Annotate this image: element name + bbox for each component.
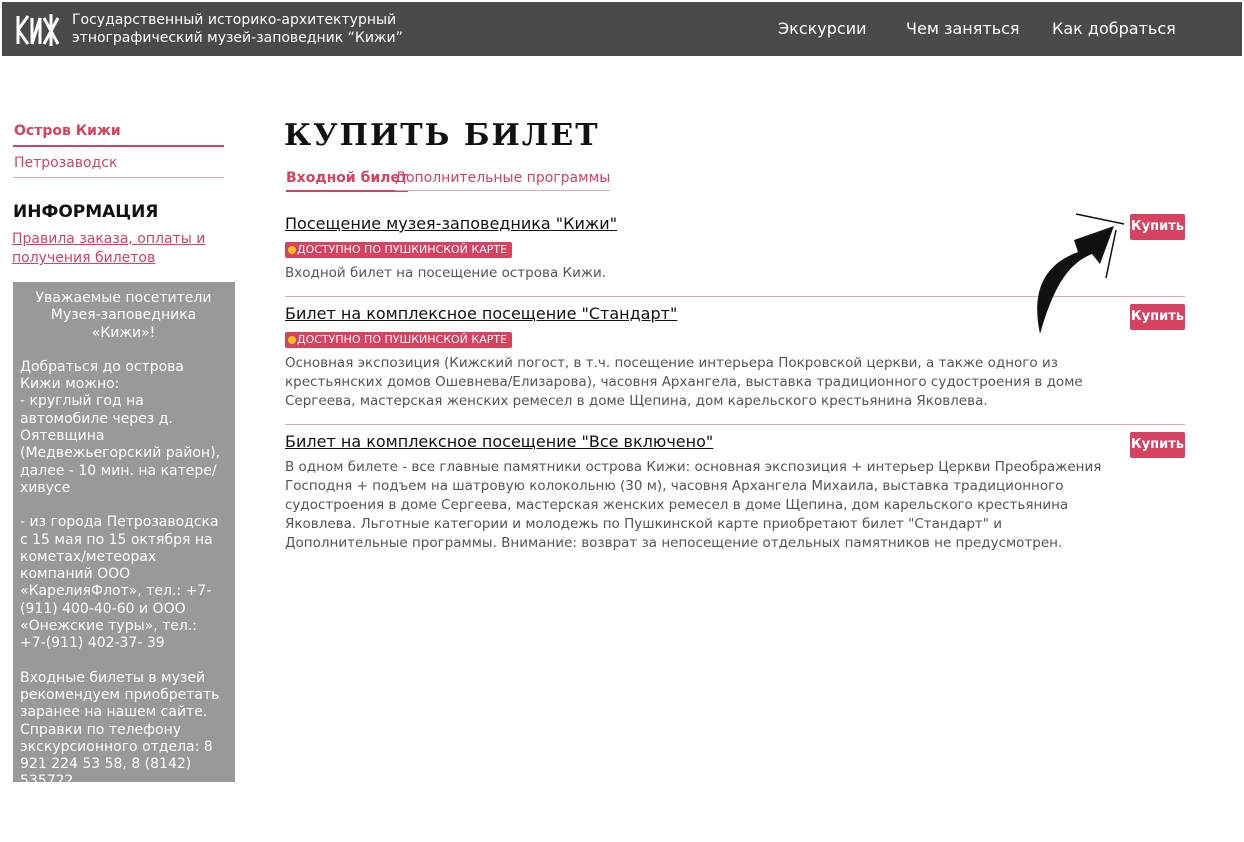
dot-icon <box>288 336 296 344</box>
buy-button[interactable]: Купить <box>1130 432 1185 458</box>
order-rules-link[interactable]: Правила заказа, оплаты и получения билетов <box>12 231 206 266</box>
buy-button[interactable]: Купить <box>1130 304 1185 330</box>
sidebar-item-kizhi-island[interactable]: Остров Кижи <box>14 123 121 139</box>
notice-paragraph: До встречи на острове Кижи! <box>20 807 189 842</box>
ticket-separator <box>285 424 1185 425</box>
tab-entry-ticket[interactable]: Входной билет <box>286 170 408 192</box>
site-title[interactable]: Государственный историко-архитектурный этнографический музей-заповедник “Кижи” <box>72 12 403 46</box>
page-title: КУПИТЬ БИЛЕТ <box>284 118 600 153</box>
nav-excursions[interactable]: Экскурсии <box>778 19 867 38</box>
pushkin-card-badge: ДОСТУПНО ПО ПУШКИНСКОЙ КАРТЕ <box>285 242 512 258</box>
ticket-description: В одном билете - все главные памятники острова Кижи: основная экспозиция + интерьер Церкви Преображения Господня + подъем на шатровую колокольню (30 м), часовня Архангела Михаила, выставка традиционного судостроения в доме Сергеева, мастерская женских ремесел в доме Щепина, дом карельского крестьянина Яковлева. Льготные категории и молодежь по Пушкинской карте приобретают билет "Стандарт" и Дополнительные программы. Внимание: возврат за непосещение отдельных памятников не предусмотрен. <box>285 459 1102 551</box>
sidebar-item-petrozavodsk[interactable]: Петрозаводск <box>14 155 118 171</box>
buy-button[interactable]: Купить <box>1130 214 1185 240</box>
notice-paragraph: Добраться до острова Кижи можно: - круглый год на автомобиле через д. Оятевщина (Медвежьегорский район), далее - 10 мин. на катере/хивусе <box>20 358 220 496</box>
ticket-name-all-inclusive[interactable]: Билет на комплексное посещение "Все включено" <box>285 432 714 451</box>
nav-directions[interactable]: Как добраться <box>1052 19 1176 38</box>
tab-extra-programs[interactable]: Дополнительные программы <box>395 170 610 191</box>
ticket-name-museum-visit[interactable]: Посещение музея-заповедника "Кижи" <box>285 214 618 233</box>
sidebar-divider <box>13 145 224 147</box>
dot-icon <box>288 246 296 254</box>
info-heading: ИНФОРМАЦИЯ <box>13 202 159 222</box>
nav-activities[interactable]: Чем заняться <box>906 19 1020 38</box>
ticket-name-standard[interactable]: Билет на комплексное посещение "Стандарт" <box>285 304 678 323</box>
notice-greeting: Уважаемые посетители Музея-заповедника «Кижи»! <box>35 290 212 341</box>
kizhi-logo-icon[interactable] <box>14 10 62 48</box>
pushkin-card-badge: ДОСТУПНО ПО ПУШКИНСКОЙ КАРТЕ <box>285 332 512 348</box>
ticket-description: Основная экспозиция (Кижский погост, в т.ч. посещение интерьера Покровской церкви, а также одного из крестьянских домов Ошевнева/Елизарова), часовня Архангела, выставка традиционного судостроения в доме Сергеева, мастерская женских ремесел в доме Щепина, дом карельского крестьянина Яковлева. <box>285 355 1083 409</box>
notice-paragraph: Входные билеты в музей рекомендуем приобретать заранее на нашем сайте. Справки по телефону экскурсионного отдела: 8 921 224 53 58, 8 (8142) 535722 <box>20 669 220 790</box>
visitor-notice <box>13 282 235 842</box>
ticket-description: Входной билет на посещение острова Кижи. <box>285 265 607 281</box>
notice-paragraph: - из города Петрозаводска с 15 мая по 15 октября на кометах/метеорах компаний ООО «КарелияФлот», тел.: +7-(911) 400-40-60 и ООО «Онежские туры», тел.: +7-(911) 402-37- 39 <box>20 514 219 652</box>
pointer-arrow-icon <box>1030 206 1150 340</box>
site-header <box>2 2 1242 56</box>
sidebar-divider <box>13 177 224 178</box>
